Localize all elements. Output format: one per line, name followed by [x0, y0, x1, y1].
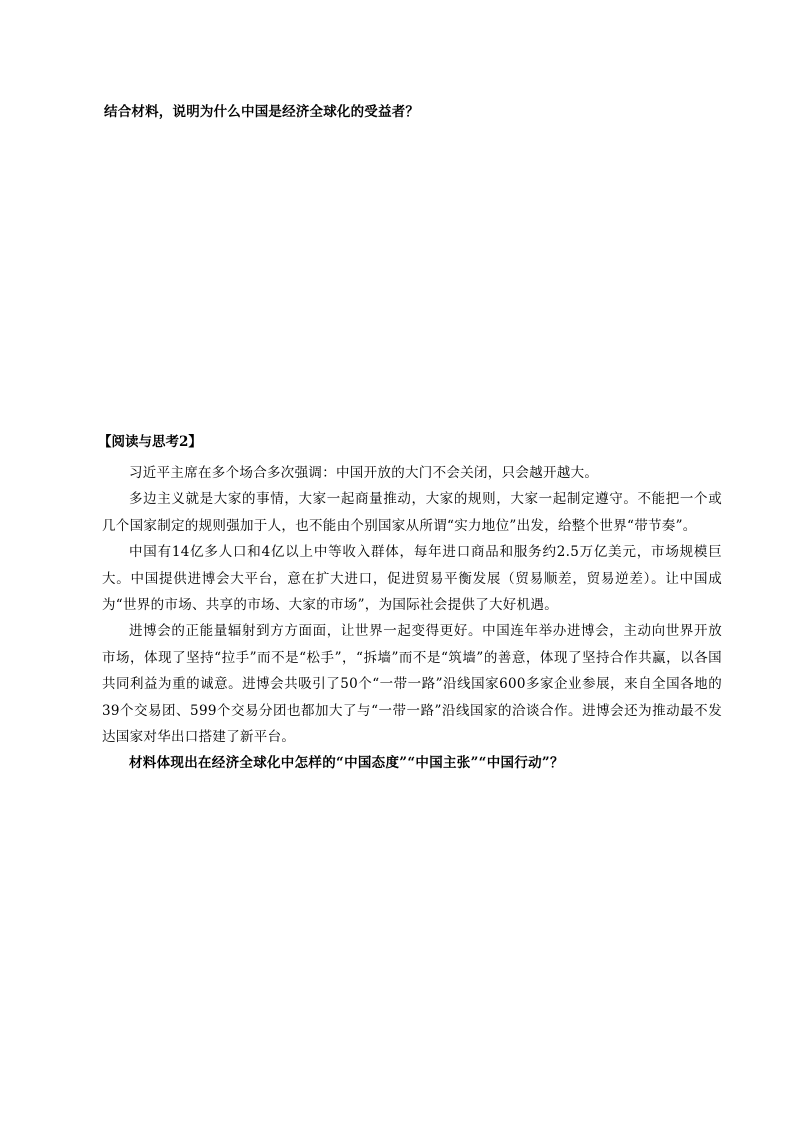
paragraph-2: 多边主义就是大家的事情，大家一起商量推动，大家的规则，大家一起制定遵守。不能把一个或几个国家制定的规则强加于人，也不能由个别国家从所谓“实力地位”出发，给整个世界“带节奏”。 [102, 491, 722, 534]
section-title: 【阅读与思考2】 [98, 434, 202, 450]
paragraph-4: 进博会的正能量辐射到方方面面，让世界一起变得更好。中国连年举办进博会，主动向世界开放市场，体现了坚持“拉手”而不是“松手”，“拆墙”而不是“筑墙”的善意，体现了坚持合作共赢，以各国共同利益为重的诚意。进博会共吸引了50个“一带一路”沿线国家600多家企业参展，来自全国各地的39个交易团、599个交易分团也都加大了与“一带一路”沿线国家的洽谈合作。进博会还为推动最不发达国家对华出口搭建了新平台。 [102, 623, 722, 746]
question-2: 材料体现出在经济全球化中怎样的“中国态度”“中国主张”“中国行动”？ [129, 755, 564, 772]
paragraph-3: 中国有14亿多人口和4亿以上中等收入群体，每年进口商品和服务约2.5万亿美元，市场规模巨大。中国提供进博会大平台，意在扩大进口，促进贸易平衡发展（贸易顺差，贸易逆差）。让中国成为“世界的市场、共享的市场、大家的市场”，为国际社会提供了大好机遇。 [102, 544, 722, 614]
reading-section-2 [98, 432, 722, 777]
paragraph-1: 习近平主席在多个场合多次强调：中国开放的大门不会关闭，只会越开越大。 [129, 465, 599, 481]
question-1: 结合材料，说明为什么中国是经济全球化的受益者？ [104, 104, 420, 120]
